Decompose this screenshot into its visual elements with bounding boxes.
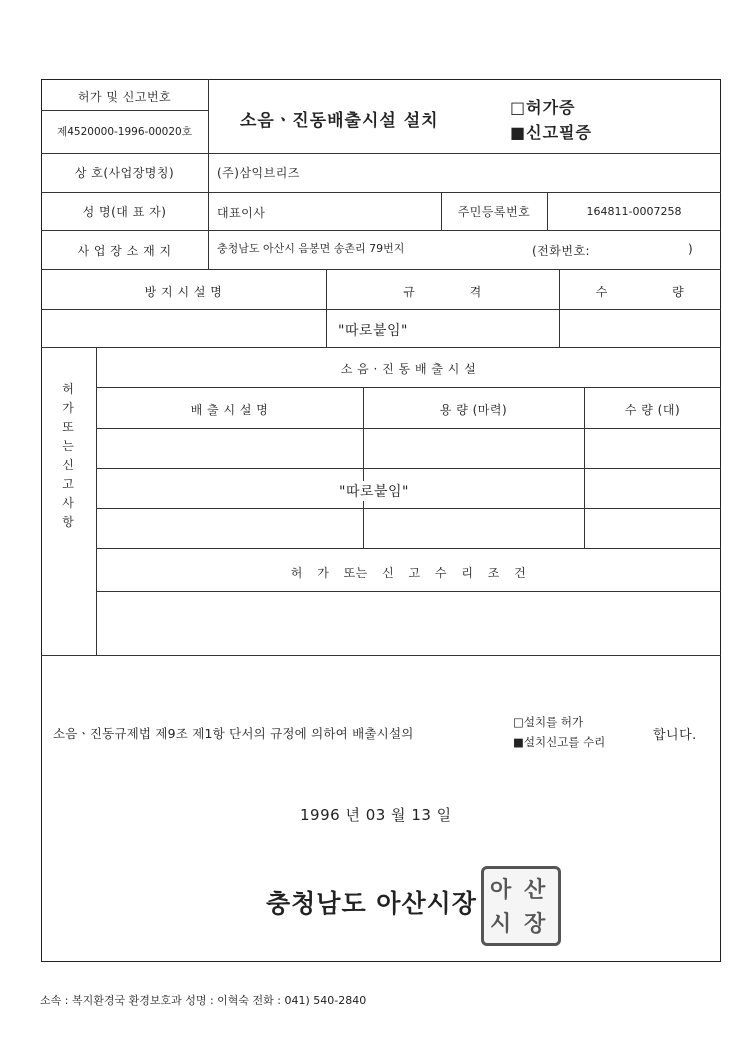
name-value: 대표이사: [217, 206, 266, 220]
issue-date: 1996 년 03 월 13 일: [300, 806, 452, 824]
address-value: 충청남도 아산시 음봉면 송촌리 79번지: [217, 242, 405, 255]
phone-label: (전화번호:: [532, 244, 591, 258]
rule: [326, 269, 327, 347]
declaration-option-report: ■설치신고를 수리: [513, 735, 606, 749]
prevention-attachment: "따로붙임": [338, 323, 408, 339]
emission-name-header: 배 출 시 설 명: [190, 403, 269, 417]
emission-capacity-header: 용 량 (마력): [439, 403, 508, 417]
declaration-suffix: 합니다.: [653, 728, 697, 743]
rule: [96, 387, 721, 388]
option-report-certificate: ■신고필증: [510, 123, 592, 142]
rule: [41, 153, 721, 154]
emission-attachment: "따로붙임": [337, 481, 411, 501]
official-seal: 아 산 시 장: [481, 866, 561, 946]
footer-contact: 소속 : 복지환경국 환경보호과 성명 : 이혁숙 전화 : 041) 540-2840: [40, 994, 367, 1007]
regnum-label: 주민등록번호: [457, 205, 531, 219]
prevention-name-header: 방 지 시 설 명: [144, 285, 223, 299]
prevention-qty-header: 수 량: [595, 285, 685, 299]
rule: [41, 309, 721, 310]
address-label: 사 업 장 소 재 지: [77, 244, 172, 258]
issuer-name: 충청남도 아산시장: [266, 889, 477, 918]
rule: [559, 269, 560, 347]
emission-subtitle: 소 음 · 진 동 배 출 시 설: [340, 362, 477, 376]
name-label: 성 명(대 표 자): [82, 205, 167, 219]
option-permit-certificate: □허가증: [510, 98, 576, 117]
rule: [208, 79, 209, 269]
rule: [41, 347, 721, 348]
rule: [41, 192, 721, 193]
document-title: 소음ㆍ진동배출시설 설치: [240, 111, 439, 131]
company-label: 상 호(사업장명칭): [74, 166, 175, 180]
regnum-value: 164811-0007258: [586, 205, 682, 218]
conditions-title: 허 가 또는 신 고 수 리 조 건: [290, 566, 527, 580]
rule: [41, 110, 208, 111]
rule: [41, 269, 721, 270]
company-value: (주)삼익브리즈: [217, 166, 300, 180]
section-vertical-label: 허가 또는 신고사항: [62, 382, 74, 529]
declaration-text: 소음ㆍ진동규제법 제9조 제1항 단서의 규정에 의하여 배출시설의: [53, 726, 414, 741]
rule: [41, 230, 721, 231]
rule: [96, 508, 721, 509]
rule: [41, 655, 721, 656]
rule: [96, 468, 721, 469]
rule: [96, 347, 97, 655]
emission-qty-header: 수 량 (대): [624, 403, 681, 417]
rule: [96, 548, 721, 549]
permit-number-label: 허가 및 신고번호: [77, 90, 172, 104]
phone-close: ): [688, 242, 694, 256]
prevention-spec-header: 규 격: [403, 285, 482, 299]
rule: [96, 591, 721, 592]
permit-number: 제4520000-1996-00020호: [57, 126, 192, 138]
rule: [96, 428, 721, 429]
declaration-option-permit: □설치를 허가: [513, 715, 584, 729]
